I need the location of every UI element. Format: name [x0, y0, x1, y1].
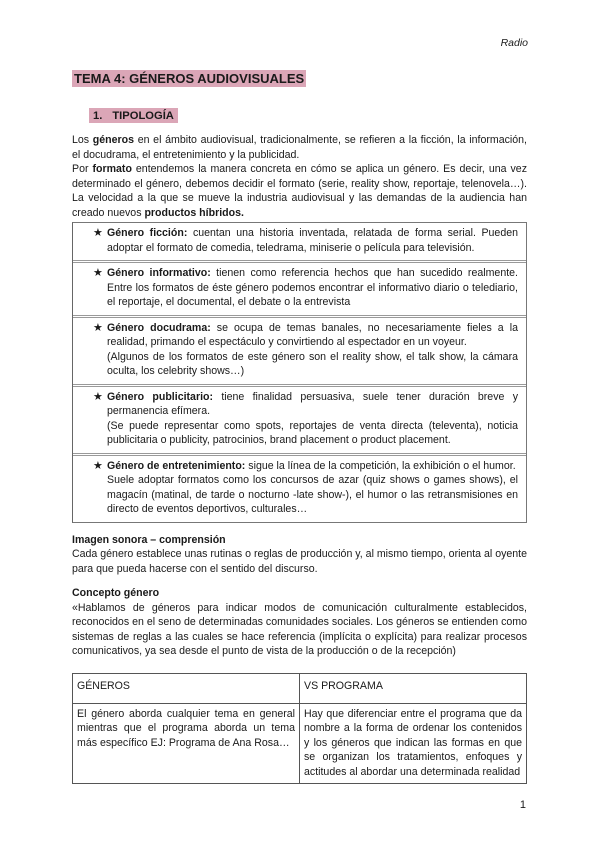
imagen-sonora-text: Cada género establece unas rutinas o reglas de producción y, al mismo tiempo, orienta al oyente para que pueda hacerse con el sentido del discurso. — [72, 548, 528, 575]
genre-name: Género docudrama: — [107, 321, 211, 334]
genre-name: Género ficción: — [107, 227, 188, 240]
table-row — [73, 703, 527, 784]
cell-generos: El género aborda cualquier tema en general mientras que el programa aborda un tema más específico EJ: Programa de Ana Rosa… — [73, 703, 300, 784]
page-content — [72, 70, 527, 784]
concepto-genero-title: Concepto género — [72, 587, 160, 600]
section-number: 1. — [93, 109, 103, 122]
imagen-sonora-title: Imagen sonora – comprensión — [72, 533, 226, 546]
genre-item-ficcion — [73, 223, 526, 260]
genre-description: tiene finalidad persuasiva, suele tener duración breve y permanencia efímera. — [107, 390, 518, 418]
term-formato: formato — [92, 163, 132, 176]
header-generos: GÉNEROS — [73, 673, 300, 703]
page-title-wrap — [72, 70, 527, 88]
genre-item-publicitario — [73, 384, 526, 453]
star-bullet-icon: ★ — [93, 390, 103, 403]
star-bullet-icon: ★ — [93, 227, 103, 240]
genre-description: sigue la línea de la competición, la exhibición o el humor. — [245, 459, 516, 472]
star-bullet-icon: ★ — [93, 267, 103, 280]
intro-paragraph-generos: Los géneros en el ámbito audiovisual, tradicionalmente, se refieren a la ficción, la información, el docudrama, el entretenimiento y la publicidad. — [72, 134, 527, 161]
genre-description: tienen como referencia hechos que han sucedido realmente. Entre los formatos de éste género podemos encontrar el informativo diario o telediario, el reportaje, el documental, el debate o la entrevista — [107, 267, 518, 309]
genre-name: Género de entretenimiento: — [107, 459, 246, 472]
page-number: 1 — [519, 799, 526, 811]
genre-extra: (Se puede representar como spots, reportajes de venta directa (televenta), noticia publicitaria o publicity, patrocinios, brand placement o product placement. — [107, 419, 518, 447]
genre-description: se ocupa de temas banales, no necesariamente fieles a la realidad, primando el espectáculo y convirtiendo al espectador en un voyeur. — [107, 321, 518, 349]
genre-item-entretenimiento — [73, 453, 526, 522]
genre-description: cuentan una historia inventada, relatada de forma serial. Pueden adoptar el formato de comedia, teledrama, miniserie o película para televisión. — [107, 227, 518, 254]
genre-extra: (Algunos de los formatos de este género son el reality show, el talk show, la cámara oculta, los celebrity shows…) — [107, 350, 518, 378]
section-title: TIPOLOGÍA — [112, 109, 174, 122]
genre-list — [72, 222, 527, 523]
running-header: Radio — [500, 37, 528, 49]
genre-name: Género informativo: — [107, 267, 211, 280]
cell-programa: Hay que diferenciar entre el programa que da nombre a la forma de ordenar los contenidos y los géneros que indican las formas en que se organizan los tratamientos, enfoques y actitudes al abordar una determinada realidad — [300, 703, 527, 784]
genre-name: Género publicitario: — [107, 390, 214, 403]
concepto-genero-text: «Hablamos de géneros para indicar modos de comunicación culturalmente establecidos, reconocidos en el seno de determinadas comunidades sociales. Los géneros se entienden como sistemas de reglas a las cuales se hace referencia (implícita o explícita) para realizar procesos comunicativos, ya sea desde el punto de vista de la producción o de la recepción) — [72, 601, 527, 658]
section-heading-wrap — [89, 108, 527, 124]
genre-item-docudrama — [73, 315, 526, 384]
page-title: TEMA 4: GÉNEROS AUDIOVISUALES — [74, 71, 305, 86]
intro-paragraph-formato: Por formato entendemos la manera concreta en cómo se aplica un género. Es decir, una vez determinado el género, debemos decidir el formato (serie, reality show, reportaje, telenovela…). La velocidad a la que se mueve la industria audiovisual y las demandas de la audiencia han creado nuevos productos híbridos. — [72, 163, 527, 219]
term-productos-hibridos: productos híbridos. — [144, 206, 244, 219]
section-heading — [89, 108, 178, 124]
genre-extra: Suele adoptar formatos como los concursos de azar (quiz shows o games shows), el magacín (matinal, de tarde o nocturno -late show-), el humor o las retransmisiones en directo de eventos deportivos, culturales… — [107, 474, 518, 516]
star-bullet-icon: ★ — [93, 459, 103, 472]
header-vs-programa: VS PROGRAMA — [300, 673, 527, 703]
star-bullet-icon: ★ — [93, 321, 103, 334]
table-header-row — [73, 673, 527, 703]
term-generos: géneros — [92, 134, 134, 147]
genre-item-informativo — [73, 260, 526, 315]
comparison-table — [72, 673, 527, 785]
